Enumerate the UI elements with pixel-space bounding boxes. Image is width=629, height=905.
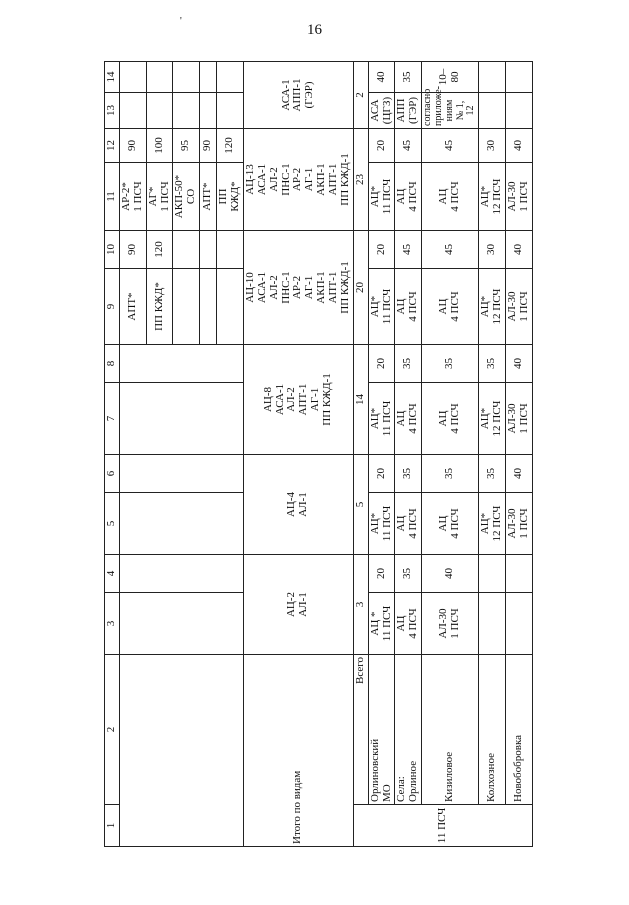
table-row: [479, 62, 506, 847]
table-cell: [146, 93, 173, 129]
cell-line: АЦ-10: [243, 272, 256, 303]
table-cell: [368, 493, 395, 555]
totals-label: Итого по видам: [243, 655, 353, 847]
table-cell: 100: [146, 129, 173, 163]
cell-line: Кизиловое: [443, 751, 456, 802]
cell-line: АПТ*: [201, 182, 214, 211]
settlement-name: [368, 655, 395, 805]
cell-line: Колхозное: [485, 753, 498, 802]
table-cell: [505, 93, 532, 129]
table-cell: [505, 555, 532, 593]
cell-line: СО: [185, 188, 198, 205]
totals-cell: [243, 231, 353, 345]
table-cell: [217, 93, 244, 129]
header-cell: 11: [105, 163, 120, 231]
table-cell: 35: [422, 455, 479, 493]
table-cell: [119, 62, 146, 93]
table-cell: [505, 62, 532, 93]
table-cell: [422, 593, 479, 655]
header-cell: 4: [105, 555, 120, 593]
table-cell: [200, 62, 217, 93]
cell-line: ПНС-1: [279, 271, 292, 304]
table-cell: [505, 269, 532, 345]
table-cell: [119, 163, 146, 231]
table-cell: [479, 163, 506, 231]
table-cell: [217, 231, 244, 269]
cell-line: согласно: [422, 88, 434, 126]
settlement-name: [422, 655, 479, 805]
cell-line: АЦ*: [368, 295, 381, 318]
table-cell: 35: [395, 62, 422, 93]
cell-line: 4 ПСЧ: [449, 181, 462, 212]
cell-line: АСА-1: [279, 79, 292, 111]
cell-line: АЛ-2: [285, 387, 298, 412]
cell-line: 11 ПСЧ: [380, 505, 393, 542]
cell-line: ПП КЖД*: [152, 282, 165, 331]
header-cell: 6: [105, 455, 120, 493]
cell-line: АПТ-1: [327, 271, 339, 304]
cell-line: ПП: [217, 188, 230, 205]
header-cell: 7: [105, 383, 120, 455]
cell-line: Орлиное: [407, 760, 420, 802]
rotated-table-container: [104, 62, 530, 847]
cell-line: ПП КЖД-1: [321, 373, 334, 426]
cell-line: ПП КЖД-1: [338, 261, 351, 314]
table-cell: [200, 269, 217, 345]
cell-line: АЦ: [437, 515, 450, 532]
cell-line: 1 ПСЧ: [517, 291, 530, 322]
table-row: [119, 62, 146, 847]
cell-line: АГ*: [146, 186, 159, 207]
table-cell: 40: [505, 345, 532, 383]
cell-line: АЛ-30: [505, 181, 518, 212]
cell-line: АЛ-1: [297, 592, 310, 617]
blank-cell: [119, 455, 243, 493]
header-cell: 1: [105, 805, 120, 847]
cell-line: АЦ-2: [285, 591, 298, 618]
table-cell: 30: [479, 231, 506, 269]
cell-line: (ЦГЗ): [380, 96, 393, 125]
cell-line: 1 ПСЧ: [449, 608, 462, 639]
settlement-name: [395, 655, 422, 805]
table-cell: 35: [395, 345, 422, 383]
blank-cell: [119, 493, 243, 555]
cell-line: КЖД*: [229, 181, 241, 212]
settlement-name: [479, 655, 506, 805]
cell-line: 4 ПСЧ: [449, 508, 462, 539]
cell-line: АЛ-2: [267, 167, 280, 192]
table-cell: 120: [146, 231, 173, 269]
cell-line: ниям: [443, 99, 455, 122]
table-row: [505, 62, 532, 847]
table-cell: [395, 493, 422, 555]
blank-cell: [119, 555, 243, 593]
table-cell: [505, 383, 532, 455]
cell-line: АСА: [368, 99, 381, 122]
table-cell: [173, 62, 200, 93]
cell-line: АЦ-4: [285, 491, 298, 518]
table-cell: [368, 163, 395, 231]
table-cell: [422, 86, 479, 129]
cell-line: (ГЭР): [407, 96, 420, 125]
table-cell: [173, 231, 200, 269]
blank-cell: [119, 345, 243, 383]
table-cell: 45: [422, 231, 479, 269]
vsego-cell: 20: [353, 231, 368, 345]
cell-line: 11 ПСЧ: [380, 400, 393, 437]
totals-cell: [243, 129, 353, 231]
table-cell: 10–80: [422, 62, 479, 93]
header-row: [105, 62, 120, 847]
cell-line: АСА-1: [273, 383, 286, 416]
vsego-row: [353, 62, 368, 847]
cell-line: 11 ПСЧ: [380, 605, 393, 642]
cell-line: № 1, 12: [454, 100, 477, 121]
table-cell: 40: [505, 455, 532, 493]
table-cell: 35: [479, 455, 506, 493]
cell-line: 4 ПСЧ: [407, 508, 420, 539]
table-cell: 45: [395, 129, 422, 163]
vsego-cell: 23: [353, 129, 368, 231]
table-cell: [173, 163, 200, 231]
cell-line: АЦ*: [368, 185, 381, 208]
vsego-cell: 5: [353, 455, 368, 555]
table-cell: [395, 163, 422, 231]
cell-line: АЛ-1: [297, 492, 310, 517]
cell-line: 1 ПСЧ: [158, 181, 171, 212]
header-cell: 12: [105, 129, 120, 163]
cell-line: 4 ПСЧ: [407, 403, 420, 434]
cell-line: АЦ*: [479, 295, 492, 318]
table-cell: [479, 93, 506, 129]
table-cell: [479, 593, 506, 655]
table-cell: 90: [119, 129, 146, 163]
cell-line: АКП-50*: [173, 174, 186, 219]
table-cell: 40: [368, 62, 395, 93]
cell-line: АЦ: [395, 298, 408, 315]
table-cell: 20: [368, 555, 395, 593]
cell-line: АКП-1: [315, 163, 328, 196]
table-cell: [395, 93, 422, 129]
cell-line: 4 ПСЧ: [449, 403, 462, 434]
cell-line: 4 ПСЧ: [449, 291, 462, 322]
cell-line: Новобобровка: [511, 734, 524, 802]
table-cell: [200, 93, 217, 129]
table-cell: [395, 593, 422, 655]
cell-line: АЦ *: [368, 611, 381, 636]
table-cell: 30: [479, 129, 506, 163]
cell-line: 12 ПСЧ: [490, 288, 503, 325]
cell-line: 11 ПСЧ: [380, 288, 393, 325]
cell-line: 1 ПСЧ: [131, 181, 144, 212]
table-cell: [505, 593, 532, 655]
table-cell: 20: [368, 345, 395, 383]
table-row: [422, 62, 479, 847]
cell-line: АПТ-1: [297, 383, 310, 416]
header-cell: 8: [105, 345, 120, 383]
header-cell: 14: [105, 62, 120, 93]
blank-cell: [119, 655, 243, 847]
table-cell: [368, 383, 395, 455]
table-cell: 35: [479, 345, 506, 383]
cell-line: АЛ-30: [505, 291, 518, 322]
table-cell: [146, 269, 173, 345]
cell-line: 11 ПСЧ: [380, 178, 393, 215]
settlement-name: [505, 655, 532, 805]
table-cell: 45: [395, 231, 422, 269]
table-cell: [146, 163, 173, 231]
table-cell: [422, 493, 479, 555]
vsego-cell: 2: [353, 62, 368, 129]
cell-line: приложе-: [432, 86, 444, 126]
table-cell: 20: [368, 455, 395, 493]
cell-line: АЦ*: [479, 185, 492, 208]
header-cell: 5: [105, 493, 120, 555]
cell-line: АЛ-30: [505, 508, 518, 539]
table-cell: [422, 269, 479, 345]
table-cell: [479, 62, 506, 93]
header-cell: 13: [105, 93, 120, 129]
cell-line: 12 ПСЧ: [490, 400, 503, 437]
cell-line: АЛ-30: [437, 608, 450, 639]
table-cell: [422, 383, 479, 455]
cell-line: 1 ПСЧ: [517, 403, 530, 434]
table-cell: 35: [395, 455, 422, 493]
table-cell: 20: [368, 129, 395, 163]
cell-line: АЛ-2: [267, 275, 280, 300]
vsego-label: Всего: [353, 655, 368, 805]
cell-line: АЦ*: [368, 407, 381, 430]
cell-line: АЦ: [437, 298, 450, 315]
totals-cell: [243, 555, 353, 655]
cell-line: АЦ*: [479, 407, 492, 430]
table-cell: [479, 555, 506, 593]
table-cell: 90: [200, 129, 217, 163]
table-cell: [173, 93, 200, 129]
table-cell: 40: [422, 555, 479, 593]
table-cell: 95: [173, 129, 200, 163]
cell-line: АПТ*: [125, 292, 138, 321]
table-cell: 35: [422, 345, 479, 383]
cell-line: АЦ*: [368, 512, 381, 535]
table-cell: 35: [395, 555, 422, 593]
table-cell: [173, 269, 200, 345]
cell-line: АКП-1: [315, 271, 328, 304]
totals-row: [243, 62, 353, 847]
table-cell: [422, 163, 479, 231]
forces-table: [104, 61, 533, 847]
cell-line: АЦ: [395, 188, 408, 205]
totals-cell: [243, 455, 353, 555]
table-cell: [217, 269, 244, 345]
table-cell: [200, 231, 217, 269]
table-cell: [479, 383, 506, 455]
totals-cell: [243, 62, 353, 129]
cell-line: АПП: [395, 98, 408, 123]
cell-line: 4 ПСЧ: [407, 181, 420, 212]
cell-line: АГ-1: [303, 275, 316, 300]
table-cell: [368, 269, 395, 345]
cell-line: ПНС-1: [279, 163, 292, 196]
cell-line: АПТ-1: [327, 163, 339, 196]
psch-label: 11 ПСЧ: [353, 805, 532, 847]
table-row: [395, 62, 422, 847]
table-wrapper: [104, 62, 530, 847]
table-cell: [217, 62, 244, 93]
cell-line: АЦ: [437, 188, 450, 205]
cell-line: АЦ-8: [261, 386, 274, 413]
table-cell: 20: [368, 231, 395, 269]
table-cell: [368, 93, 395, 129]
table-cell: [146, 62, 173, 93]
table-cell: [119, 93, 146, 129]
table-row: [368, 62, 395, 847]
cell-line: АР-2: [291, 167, 304, 192]
cell-line: 4 ПСЧ: [407, 608, 420, 639]
blank-cell: [119, 383, 243, 455]
table-cell: 90: [119, 231, 146, 269]
blank-cell: [119, 593, 243, 655]
cell-line: АЛ-30: [505, 403, 518, 434]
cell-line: АР-2*: [119, 182, 132, 211]
page-number: 16: [307, 22, 322, 38]
cell-line: АЦ: [395, 615, 408, 632]
table-cell: 40: [505, 129, 532, 163]
cell-line: 1 ПСЧ: [517, 181, 530, 212]
cell-line: АСА-1: [255, 163, 268, 196]
page-mark: ': [180, 16, 182, 27]
cell-line: АР-2: [291, 275, 304, 300]
table-cell: 45: [422, 129, 479, 163]
header-cell: 2: [105, 655, 120, 805]
table-cell: 120: [217, 129, 244, 163]
cell-line: ПП КЖД-1: [338, 153, 351, 206]
table-cell: [395, 383, 422, 455]
header-cell: 3: [105, 593, 120, 655]
header-cell: 10: [105, 231, 120, 269]
vsego-cell: 14: [353, 345, 368, 455]
table-cell: [119, 269, 146, 345]
totals-cell: [243, 345, 353, 455]
table-cell: [368, 593, 395, 655]
cell-line: АЦ: [437, 410, 450, 427]
table-cell: [505, 493, 532, 555]
table-cell: [479, 493, 506, 555]
table-cell: [200, 163, 217, 231]
cell-line: АЦ-13: [243, 164, 256, 195]
vsego-cell: 3: [353, 555, 368, 655]
cell-line: МО: [380, 784, 393, 802]
cell-line: АСА-1: [255, 271, 268, 304]
header-cell: 9: [105, 269, 120, 345]
table-cell: [479, 269, 506, 345]
table-cell: [395, 269, 422, 345]
cell-line: 12 ПСЧ: [490, 505, 503, 542]
cell-line: АЦ*: [479, 512, 492, 535]
cell-line: 1 ПСЧ: [517, 508, 530, 539]
cell-line: АЦ: [395, 515, 408, 532]
cell-line: АГ-1: [309, 387, 322, 412]
table-cell: [217, 163, 244, 231]
cell-line: Орлиновский: [368, 738, 381, 802]
cell-line: 12 ПСЧ: [490, 178, 503, 215]
cell-line: (ГЭР): [303, 81, 316, 109]
cell-line: АПП-1: [291, 78, 304, 112]
cell-line: Села:: [395, 776, 408, 802]
cell-line: АЦ: [395, 410, 408, 427]
table-cell: [505, 163, 532, 231]
cell-line: 4 ПСЧ: [407, 291, 420, 322]
cell-line: АГ-1: [303, 167, 316, 192]
table-cell: 40: [505, 231, 532, 269]
